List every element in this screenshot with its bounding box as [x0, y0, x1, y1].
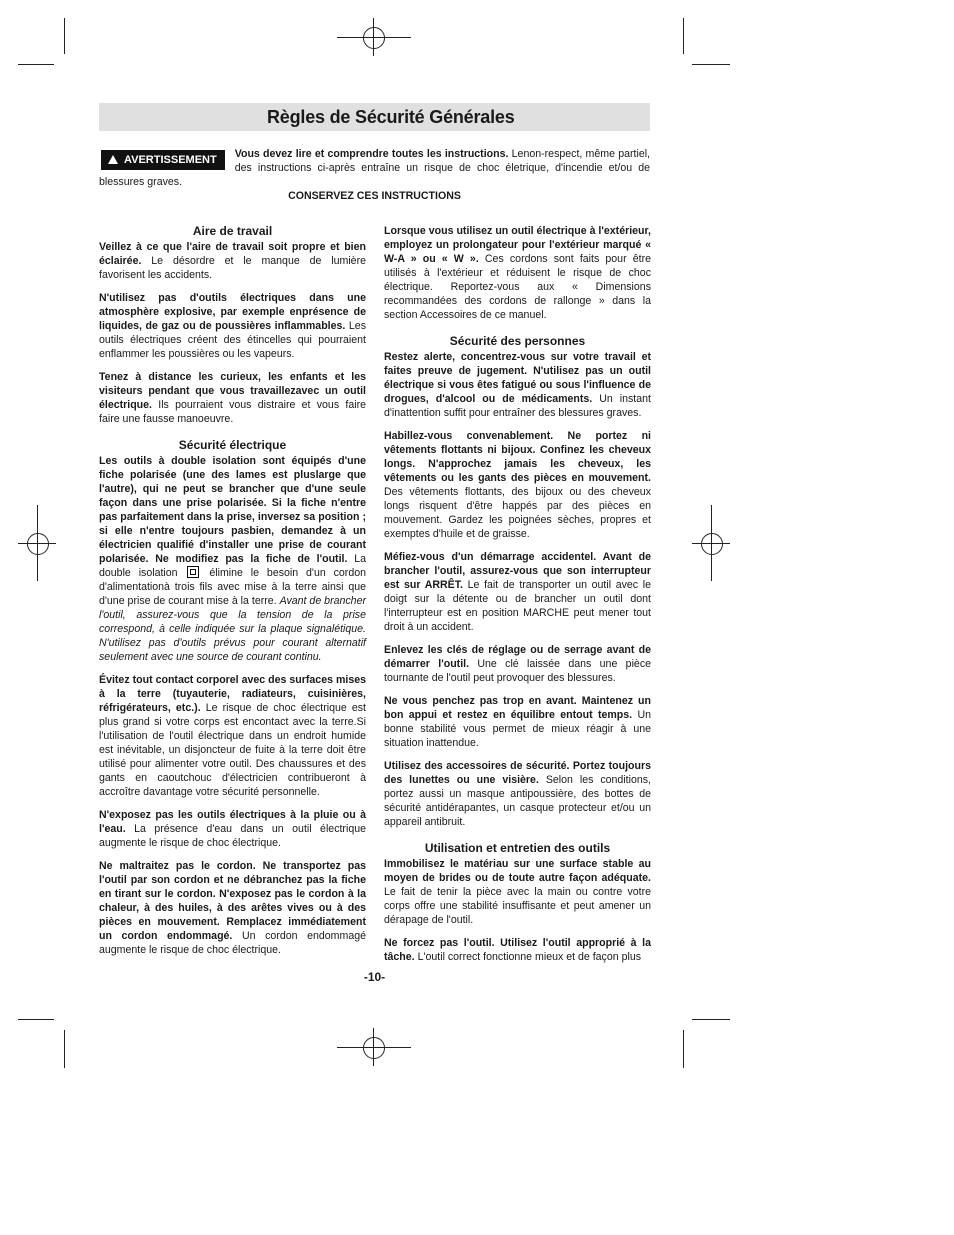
- right-column: [384, 224, 651, 973]
- warning-bold-text: Vous devez lire et comprendre toutes les instructions.: [234, 148, 509, 160]
- paragraph-bold: Veillez à ce que l'aire de travail soit propre et bien éclairée.: [99, 241, 366, 267]
- paragraph-bold: Ne vous penchez pas trop en avant. Maintenez un bon appui et restez en équilibre entout temps.: [384, 695, 651, 721]
- crop-mark: [18, 64, 54, 65]
- paragraph-bold: Habillez-vous convenablement. Ne portez ni vêtements flottants ni bijoux. Confinez les cheveux longs. N'approchez jamais les cheveux, les vêtements ou les gants des pièces en mouvement.: [384, 430, 651, 484]
- crop-mark: [692, 1019, 730, 1020]
- paragraph-bold: Tenez à distance les curieux, les enfants et les visiteurs pendant que vous travaillezavec un outil électrique.: [99, 371, 366, 411]
- warning-badge: [101, 150, 225, 170]
- paragraph: [384, 694, 651, 750]
- left-column: [99, 224, 366, 966]
- paragraph-text: Des vêtements flottants, des bijoux ou des cheveux longs risquent d'être happés par des pièces en mouvement. Gardez les poignées sèches, propres et exemptes d'huile et de graisse.: [384, 486, 651, 540]
- crop-mark: [64, 1030, 65, 1068]
- paragraph-text: Un instant d'inattention suffit pour entraîner des blessures graves.: [384, 393, 651, 419]
- warning-block: [99, 147, 650, 189]
- paragraph: [384, 429, 651, 541]
- page-title-bar: [99, 103, 650, 131]
- paragraph-text: L'outil correct fonctionne mieux et de façon plus: [414, 951, 642, 963]
- section-heading-electric: Sécurité électrique: [178, 438, 287, 452]
- crop-mark: [692, 64, 730, 65]
- page-number: -10-: [363, 970, 386, 984]
- paragraph: [384, 224, 651, 322]
- paragraph-bold: Restez alerte, concentrez-vous sur votre travail et faites preuve de jugement. N'utilisez pas un outil électrique si vous êtes fatigué ou sous l'influence de drogues, d'alcool ou de médicaments.: [384, 351, 651, 405]
- paragraph-bold: N'exposez pas les outils électriques à la pluie ou à l'eau.: [99, 809, 366, 835]
- paragraph-bold: N'utilisez pas d'outils électriques dans une atmosphère explosive, par exemple enprésence de liquides, de gaz ou de poussières inflammables.: [99, 292, 366, 332]
- crop-mark: [683, 1030, 684, 1068]
- paragraph-text: Le fait de tenir la pièce avec la main ou contre votre corps offre une stabilité insuffisante et peut amener un dérapage de l'outil.: [384, 886, 651, 926]
- paragraph-text: Le risque de choc électrique est plus grand si votre corps est encontact avec la terre.Si l'utilisation de l'outil électrique dans un endroit humide est inévitable, un disjoncteur de fuite à la terre doit être utilisé pour alimenter votre outil. Des chaussures et des gants en caoutchouc d'électricien contribueront à accroître davantage votre sécurité personnelle.: [99, 702, 366, 798]
- paragraph-text: Un bonne stabilité vous permet de mieux réagir à une situation inattendue.: [384, 709, 651, 749]
- registration-mark-icon: [701, 533, 723, 555]
- paragraph: [384, 759, 651, 829]
- crop-mark: [683, 18, 684, 54]
- crop-mark: [18, 1019, 54, 1020]
- paragraph-text: élimine le besoin d'un cordon d'alimentationà trois fils avec mise à la terre ainsi que d'une prise de courant mise à la terre.: [99, 567, 366, 607]
- paragraph-text: Une clé laissée dans une pièce tournante de l'outil peut provoquer des blessures.: [384, 658, 652, 684]
- paragraph-text: Ils pourraient vous distraire et vous faire faire une fausse manoeuvre.: [99, 399, 366, 425]
- page-title: Règles de Sécurité Générales: [267, 106, 515, 127]
- paragraph: [384, 857, 651, 927]
- paragraph: [99, 808, 366, 850]
- paragraph-text: Le désordre et le manque de lumière favorisent les accidents.: [99, 255, 366, 281]
- double-insulation-icon: [187, 566, 199, 578]
- paragraph: [99, 240, 366, 282]
- section-heading-work-area: Aire de travail: [192, 224, 273, 238]
- paragraph-bold: Ne maltraitez pas le cordon. Ne transportez pas l'outil par son cordon et ne débranchez pas la fiche en tirant sur le cordon. N'exposez pas le cordon à la chaleur, à des huiles, à des arêtes vives ou à des pièces en mouvement. Remplacez immédiatement un cordon endommagé.: [99, 860, 366, 942]
- warning-triangle-icon: [108, 155, 118, 164]
- paragraph: [99, 291, 366, 361]
- paragraph-bold: Lorsque vous utilisez un outil électrique à l'extérieur, employez un prolongateur pour l'extérieur marqué « W-A » ou « W ».: [384, 225, 651, 265]
- paragraph-bold: Évitez tout contact corporel avec des surfaces mises à la terre (tuyauterie, radiateurs, cuisinières, réfrigérateurs, etc.).: [99, 674, 366, 714]
- paragraph: [99, 673, 366, 799]
- registration-mark-icon: [27, 533, 49, 555]
- paragraph-bold: Méfiez-vous d'un démarrage accidentel. Avant de brancher l'outil, assurez-vous que son interrupteur est sur ARRÊT.: [384, 551, 651, 591]
- paragraph-text: Les outils électriques créent des étincelles qui pourraient enflammer les poussières ou les vapeurs.: [99, 320, 366, 360]
- paragraph-bold: Les outils à double isolation sont équipés d'une fiche polarisée (une des lames est pluslarge que l'autre), qui ne peut se brancher que d'une seule façon dans une prise polarisée. Si la fiche n'entre pas parfaitement dans la prise, inversez sa position ; si elle n'entre toujours pasbien, demandez à un électricien qualifié d'installer une prise de courant polarisée. Ne modifiez pas la fiche de l'outil.: [99, 455, 366, 565]
- paragraph-bold: Enlevez les clés de réglage ou de serrage avant de démarrer l'outil.: [384, 644, 651, 670]
- paragraph-text: Selon les conditions, portez aussi un masque antipoussière, des bottes de sécurité antidérapantes, un casque protecteur et/ou un appareil antibruit.: [384, 774, 651, 828]
- warning-badge-label: AVERTISSEMENT: [124, 154, 217, 166]
- paragraph: [384, 550, 651, 634]
- paragraph: [99, 454, 366, 664]
- conserve-notice: CONSERVEZ CES INSTRUCTIONS: [288, 190, 461, 202]
- paragraph-bold: Immobilisez le matériau sur une surface stable au moyen de brides ou de toute autre façon adéquate.: [384, 858, 651, 884]
- paragraph-text: La double isolation: [99, 553, 366, 579]
- paragraph-bold: Ne forcez pas l'outil. Utilisez l'outil approprié à la tâche.: [384, 937, 651, 963]
- paragraph-text: Un cordon endommagé augmente le risque de choc électrique.: [99, 930, 367, 956]
- paragraph-text: Ces cordons sont faits pour être utilisés à l'extérieur et réduisent le risque de choc électrique. Reportez-vous aux « Dimensions recommandées des cordons de rallonge » dans la section Accessoires de ce manuel.: [384, 253, 651, 321]
- crop-mark: [64, 18, 65, 54]
- paragraph-text: La présence d'eau dans un outil électrique augmente le risque de choc électrique.: [99, 823, 366, 849]
- paragraph-bold: Utilisez des accessoires de sécurité. Portez toujours des lunettes ou une visière.: [384, 760, 651, 786]
- paragraph: [99, 370, 366, 426]
- paragraph-italic: Avant de brancher l'outil, assurez-vous que la tension de la prise correspond, à celle indiquée sur la plaque signalétique. N'utilisez pas d'outils prévus pour courant alternatif seulement avec une source de courant continu.: [99, 595, 366, 663]
- registration-mark-icon: [363, 1037, 385, 1059]
- paragraph: [384, 936, 651, 964]
- section-heading-maintenance: Utilisation et entretien des outils: [424, 841, 611, 855]
- section-heading-personal: Sécurité des personnes: [449, 334, 586, 348]
- paragraph: [99, 859, 366, 957]
- paragraph: [384, 350, 651, 420]
- paragraph-text: Le fait de transporter un outil avec le doigt sur la détente ou de brancher un outil dont l'interrupteur est en position MARCHE peut mener tout droit à un accident.: [384, 579, 652, 633]
- warning-text: Lenon-respect, même partiel, des instructions ci-après entraîne un risque de choc életrique, d'incendie et/ou de blessures graves.: [99, 148, 651, 188]
- paragraph: [384, 643, 651, 685]
- registration-mark-icon: [363, 27, 385, 49]
